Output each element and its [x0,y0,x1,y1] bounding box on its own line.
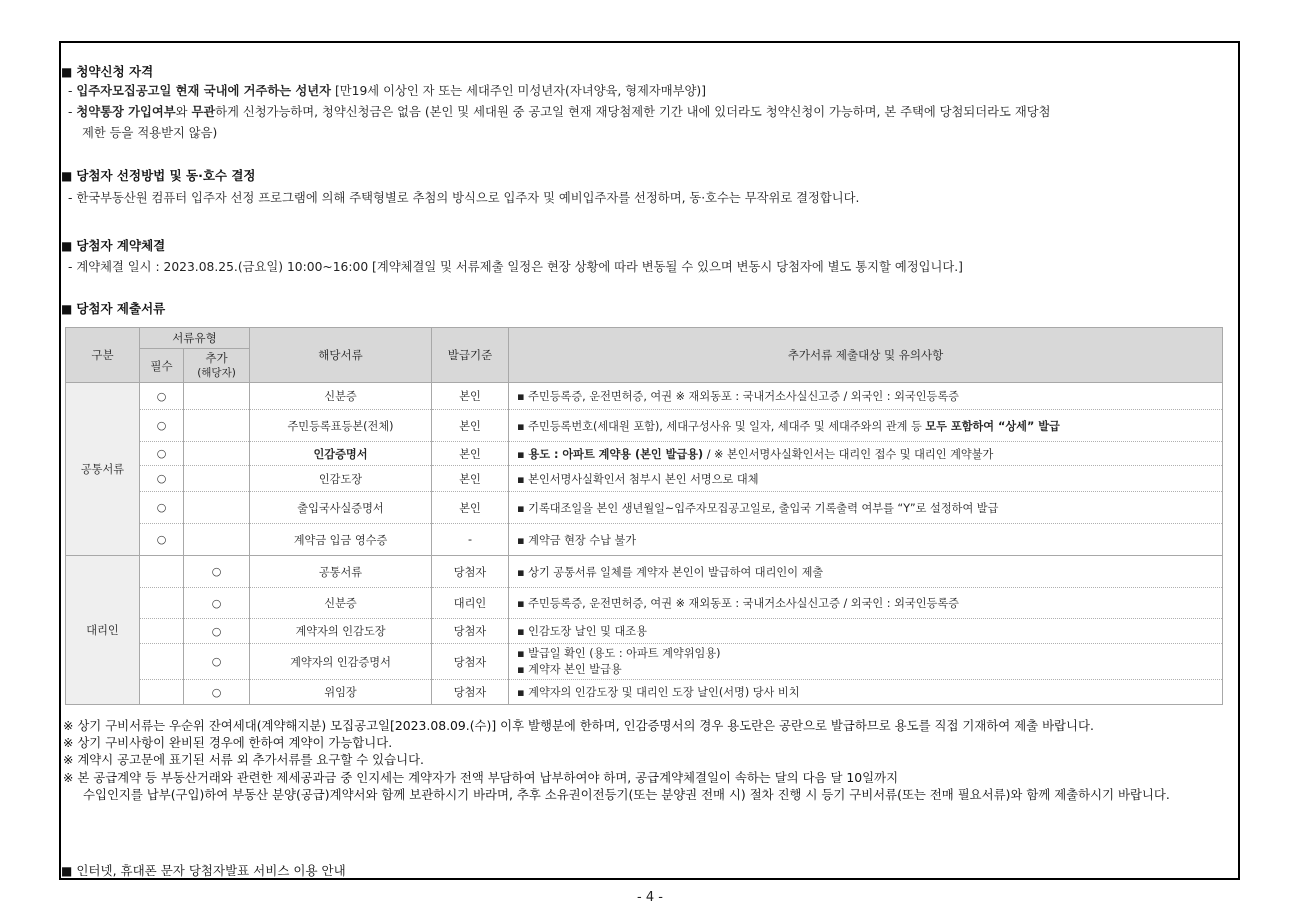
note-text: ▪ 인감도장 날인 및 대조용 [517,625,647,638]
square-bullet-icon: ■ [61,864,73,878]
note-text: / ※ 본인서명사실확인서는 대리인 접수 및 대리인 계약불가 [703,447,994,461]
category-cell: 공통서류 [66,383,140,556]
additional-mark: ○ [184,680,250,705]
section-internet-title: ■ 인터넷, 휴대폰 문자 당첨자발표 서비스 이용 안내 [61,863,346,878]
issuer-cell: 당첨자 [432,619,509,644]
contract-line-1: - 계약체결 일시 : 2023.08.25.(금요일) 10:00~16:00 [계약체결일 및 서류제출 일정은 현장 상황에 따라 변동될 수 있으며 변동시 당첨자에 별도 통지할 예정입니다.] [68,260,963,274]
table-row [66,619,1223,644]
note-text-2: ▪ 계약자 본인 발급용 [517,662,622,676]
header-doc-type: 서류유형 [140,328,250,349]
footnote-3: ※ 계약시 공고문에 표기된 서류 외 추가서류를 요구할 수 있습니다. [63,752,424,768]
note-cell [509,644,1223,680]
footnote-4: ※ 본 공급계약 등 부동산거래와 관련한 제세공과금 중 인지세는 계약자가 전액 부담하여 납부하여야 하며, 공급계약체결일이 속하는 달의 다음 달 10일까지 [63,769,899,785]
note-cell [509,619,1223,644]
additional-mark [184,383,250,410]
required-mark [140,619,184,644]
additional-mark [184,524,250,556]
page-number: - 4 - [637,890,663,905]
note-cell [509,442,1223,466]
note-cell [509,524,1223,556]
issuer-cell: 본인 [432,410,509,442]
section-documents-title: ■ 당첨자 제출서류 [61,301,166,316]
note-text: ▪ 계약자의 인감도장 및 대리인 도장 날인(서명) 당사 비치 [517,686,800,699]
note-cell [509,556,1223,588]
section-eligibility-title: ■ 청약신청 자격 [61,64,154,79]
note-cell [509,588,1223,619]
required-mark [140,644,184,680]
footnotes [63,717,1233,803]
note-text: ▪ 주민등록증, 운전면허증, 여권 ※ 재외동포 : 국내거소사실신고증 / 외국인 : 외국인등록증 [517,390,959,403]
document-cell: 위임장 [250,680,432,705]
required-mark: ○ [140,466,184,492]
square-bullet-icon: ■ [61,302,73,316]
document-cell: 출입국사실증명서 [250,492,432,524]
document-cell: 주민등록표등본(전체) [250,410,432,442]
required-mark [140,556,184,588]
square-bullet-icon: ■ [61,239,73,253]
additional-mark [184,410,250,442]
table-row [66,644,1223,680]
issuer-cell: - [432,524,509,556]
note-cell [509,410,1223,442]
additional-mark [184,492,250,524]
table-row [66,383,1223,410]
section-contract-title: ■ 당첨자 계약체결 [61,238,166,253]
required-mark [140,588,184,619]
table-row [66,556,1223,588]
category-cell: 대리인 [66,556,140,705]
footnote-2: ※ 상기 구비사항이 완비된 경우에 한하여 계약이 가능합니다. [63,735,393,751]
issuer-cell: 본인 [432,442,509,466]
footnote-1: ※ 상기 구비서류는 우순위 잔여세대(계약해지분) 모집공고일[2023.08.09.(수)] 이후 발행분에 한하며, 인감증명서의 경우 용도란은 공란으로 발급하므로 용도를 직접 기재하여 제출 바랍니다. [63,718,1094,733]
required-mark: ○ [140,524,184,556]
selection-line-1: - 한국부동산원 컴퓨터 입주자 선정 프로그램에 의해 주택형별로 추첨의 방식으로 입주자 및 예비입주자를 선정하며, 동·호수는 무작위로 결정합니다. [68,191,860,205]
eligibility-line-3: 제한 등을 적용받지 않음) [82,126,218,140]
note-cell [509,492,1223,524]
additional-mark: ○ [184,588,250,619]
note-text: ▪ 본인서명사실확인서 첨부시 본인 서명으로 대체 [517,472,759,486]
additional-mark [184,466,250,492]
additional-mark [184,442,250,466]
issuer-cell: 대리인 [432,588,509,619]
note-text: ▪ 주민등록증, 운전면허증, 여권 ※ 재외동포 : 국내거소사실신고증 / 외국인 : 외국인등록증 [517,597,959,610]
square-bullet-icon: ■ [61,169,73,183]
note-text: ▪ 계약금 현장 수납 불가 [517,533,637,547]
issuer-cell: 본인 [432,466,509,492]
table-row [66,588,1223,619]
header-category: 구분 [66,328,140,383]
note-cell [509,383,1223,410]
document-cell: 인감증명서 [250,442,432,466]
header-issuer: 발급기준 [432,328,509,383]
note-bold-text: 모두 포함하여 “상세” 발급 [925,419,1060,433]
section-selection-title: ■ 당첨자 선정방법 및 동·호수 결정 [61,168,256,183]
document-cell: 인감도장 [250,466,432,492]
table-row [66,410,1223,442]
note-cell [509,680,1223,705]
header-document: 해당서류 [250,328,432,383]
documents-table [65,327,1223,705]
square-bullet-icon: ■ [61,65,73,79]
header-notes: 추가서류 제출대상 및 유의사항 [509,328,1223,383]
document-cell: 공통서류 [250,556,432,588]
issuer-cell: 본인 [432,383,509,410]
additional-mark: ○ [184,619,250,644]
header-required: 필수 [140,349,184,383]
issuer-cell: 당첨자 [432,680,509,705]
table-row [66,680,1223,705]
required-mark: ○ [140,410,184,442]
document-cell: 계약금 입금 영수증 [250,524,432,556]
table-row [66,492,1223,524]
note-text: ▪ 상기 공통서류 일체를 계약자 본인이 발급하여 대리인이 제출 [517,565,824,579]
additional-mark: ○ [184,644,250,680]
additional-mark: ○ [184,556,250,588]
note-text: ▪ 주민등록번호(세대원 포함), 세대구성사유 및 일자, 세대주 및 세대주와의 관계 등 [517,419,926,433]
document-cell: 신분증 [250,588,432,619]
issuer-cell: 당첨자 [432,556,509,588]
header-additional: 추가 (해당자) [184,349,250,383]
note-cell [509,466,1223,492]
issuer-cell: 당첨자 [432,644,509,680]
note-text: ▪ 기록대조일을 본인 생년월일~입주자모집공고일로, 출입국 기록출력 여부를 “Y”로 설정하여 발급 [517,501,999,515]
required-mark: ○ [140,442,184,466]
note-bold-text: ▪ 용도 : 아파트 계약용 (본인 발급용) [517,447,704,461]
eligibility-line-2: - 청약통장 가입여부와 무관하게 신청가능하며, 청약신청금은 없음 (본인 및 세대원 중 공고일 현재 재당첨제한 기간 내에 있더라도 청약신청이 가능하며, 본 주택에 당첨되더라도 재당첨 [68,105,1051,119]
document-cell: 계약자의 인감증명서 [250,644,432,680]
note-text: ▪ 발급일 확인 (용도 : 아파트 계약위임용) [517,646,721,660]
document-cell: 계약자의 인감도장 [250,619,432,644]
table-row [66,466,1223,492]
document-cell: 신분증 [250,383,432,410]
required-mark: ○ [140,492,184,524]
issuer-cell: 본인 [432,492,509,524]
required-mark: ○ [140,383,184,410]
eligibility-line-1: - 입주자모집공고일 현재 국내에 거주하는 성년자 [만19세 이상인 자 또는 세대주인 미성년자(자녀양육, 형제자매부양)] [68,84,707,98]
footnote-4-cont: 수입인지를 납부(구입)하여 부동산 분양(공급)계약서와 함께 보관하시기 바라며, 추후 소유권이전등기(또는 분양권 전매 시) 절차 진행 시 등기 구비서류(또는 전매 필요서류)와 함께 제출하시기 바랍니다. [83,786,1170,802]
table-row [66,442,1223,466]
required-mark [140,680,184,705]
table-row [66,524,1223,556]
